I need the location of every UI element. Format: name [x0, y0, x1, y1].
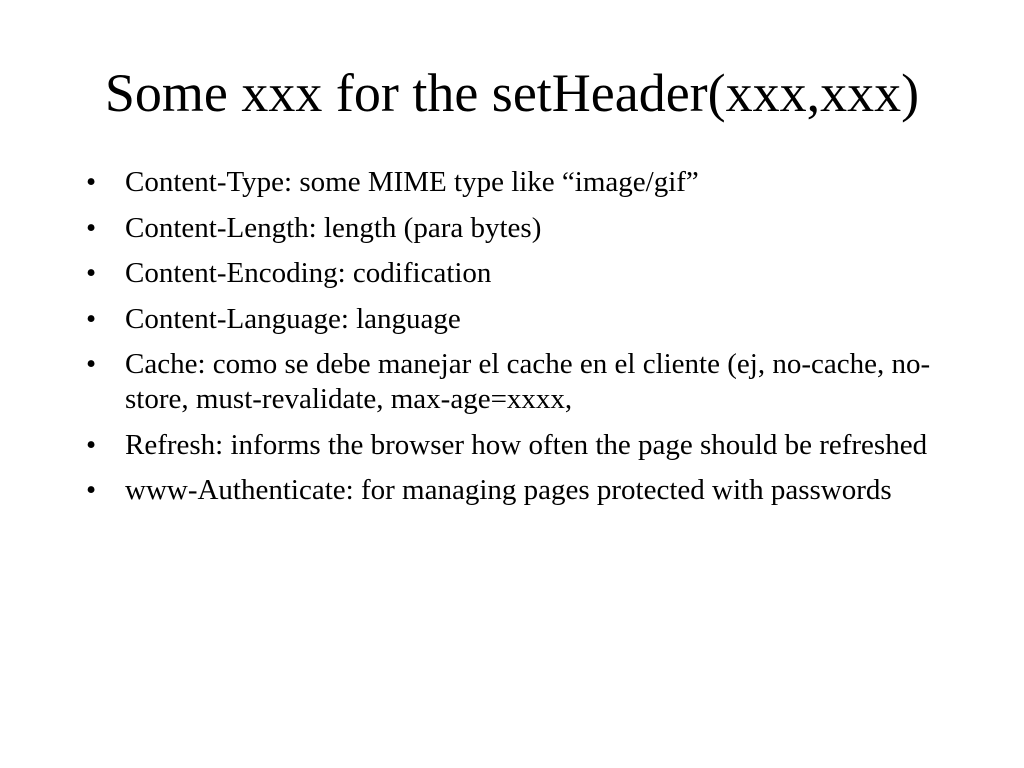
- bullet-text: Content-Length: length (para bytes): [125, 211, 542, 244]
- bullet-text: Content-Encoding: codification: [125, 257, 492, 289]
- bullet-item-content-encoding: [86, 256, 956, 291]
- bullet-icon: •: [86, 348, 97, 380]
- bullet-text: Cache: como se debe manejar el cache en el cliente (ej, no-cache, no-store, must-revalidate, max-age=xxxx,: [125, 348, 931, 415]
- bullet-item-cache: [86, 347, 956, 417]
- bullet-text: www-Authenticate: for managing pages protected with passwords: [125, 474, 892, 506]
- bullet-list: [86, 165, 956, 519]
- bullet-item-www-authenticate: [86, 473, 956, 508]
- bullet-icon: •: [86, 257, 97, 289]
- bullet-text: Content-Language: language: [125, 302, 461, 335]
- bullet-item-content-language: [86, 302, 956, 337]
- bullet-icon: •: [86, 302, 97, 335]
- bullet-icon: •: [86, 474, 97, 506]
- bullet-item-refresh: [86, 428, 956, 463]
- bullet-text: Content-Type: some MIME type like “image/gif”: [125, 166, 699, 198]
- bullet-item-content-type: [86, 165, 956, 200]
- bullet-item-content-length: [86, 211, 956, 246]
- bullet-icon: •: [86, 211, 97, 244]
- bullet-icon: •: [86, 166, 97, 198]
- slide-title: Some xxx for the setHeader(xxx,xxx): [104, 63, 920, 123]
- bullet-text: Refresh: informs the browser how often the page should be refreshed: [125, 428, 928, 461]
- bullet-icon: •: [86, 428, 97, 461]
